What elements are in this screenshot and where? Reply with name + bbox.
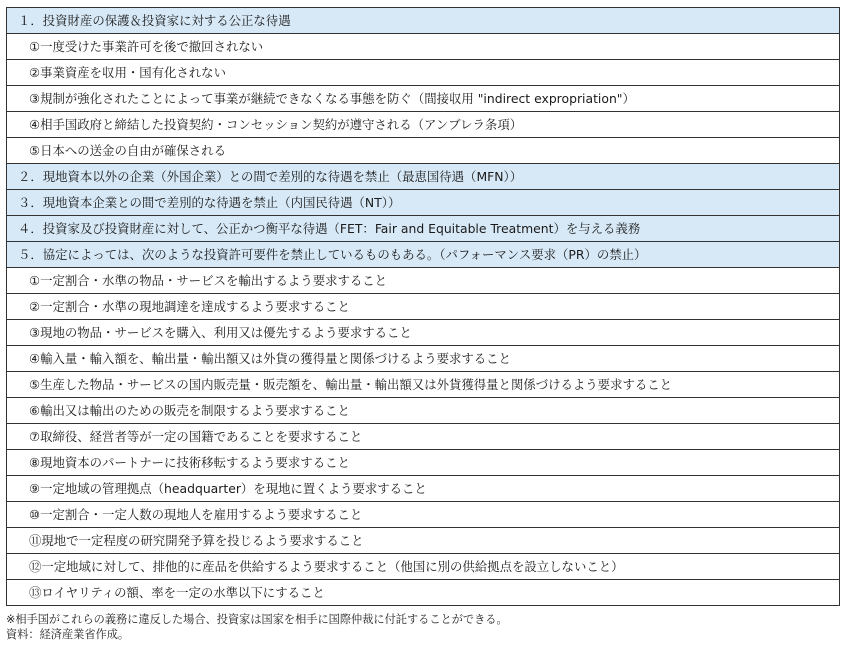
table-row [7, 86, 840, 112]
item-cell: ⑫一定地域に対して、排他的に産品を供給するよう要求すること（他国に別の供給拠点を設立しないこと） [7, 554, 840, 580]
item-cell: ①一度受けた事業許可を後で撤回されない [7, 34, 840, 60]
table-row [7, 268, 840, 294]
table-row [7, 34, 840, 60]
table-body [7, 8, 840, 606]
footnote: ※相手国がこれらの義務に違反した場合、投資家は国家を相手に国際仲裁に付託することができる。 [6, 613, 508, 626]
item-cell: ④輸入量・輸入額を、輸出量・輸出額又は外貨の獲得量と関係づけるよう要求すること [7, 346, 840, 372]
table-row [7, 580, 840, 606]
item-cell: ⑩一定割合・一定人数の現地人を雇用するよう要求すること [7, 502, 840, 528]
table-row [7, 450, 840, 476]
item-cell: ⑦取締役、経営者等が一定の国籍であることを要求すること [7, 424, 840, 450]
item-cell: ③規制が強化されたことによって事業が継続できなくなる事態を防ぐ（間接収用 "indirect expropriation"） [7, 86, 840, 112]
section-header-row [7, 242, 840, 268]
section-header-row [7, 164, 840, 190]
table-row [7, 528, 840, 554]
item-cell: ⑪現地で一定程度の研究開発予算を投じるよう要求すること [7, 528, 840, 554]
table-row [7, 554, 840, 580]
table-row [7, 294, 840, 320]
item-cell: ③現地の物品・サービスを購入、利用又は優先するよう要求すること [7, 320, 840, 346]
table-row [7, 320, 840, 346]
item-cell: ②事業資産を収用・国有化されない [7, 60, 840, 86]
item-cell: ⑬ロイヤリティの額、率を一定の水準以下にすること [7, 580, 840, 606]
section-header-row [7, 190, 840, 216]
item-cell: ⑤日本への送金の自由が確保される [7, 138, 840, 164]
item-cell: ①一定割合・水準の物品・サービスを輸出するよう要求すること [7, 268, 840, 294]
table-row [7, 60, 840, 86]
section-header-row [7, 8, 840, 34]
table-row [7, 138, 840, 164]
item-cell: ④相手国政府と締結した投資契約・コンセッション契約が遵守される（アンブレラ条項） [7, 112, 840, 138]
section-header-cell: ４．投資家及び投資財産に対して、公正かつ衡平な待遇（FET：Fair and Equitable Treatment）を与える義務 [7, 216, 840, 242]
table-row [7, 346, 840, 372]
item-cell: ⑤生産した物品・サービスの国内販売量・販売額を、輸出量・輸出額又は外貨獲得量と関係づけるよう要求すること [7, 372, 840, 398]
item-cell: ②一定割合・水準の現地調達を達成するよう要求すること [7, 294, 840, 320]
section-header-cell: １．投資財産の保護＆投資家に対する公正な待遇 [7, 8, 840, 34]
section-header-row [7, 216, 840, 242]
table-row [7, 398, 840, 424]
section-header-cell: ３．現地資本企業との間で差別的な待遇を禁止（内国民待遇（NT）） [7, 190, 840, 216]
source-note: 資料：経済産業省作成。 [6, 628, 130, 641]
table-row [7, 372, 840, 398]
item-cell: ⑨一定地域の管理拠点（headquarter）を現地に置くよう要求すること [7, 476, 840, 502]
table-row [7, 424, 840, 450]
investment-agreement-table [6, 7, 840, 606]
table-row [7, 502, 840, 528]
section-header-cell: ５．協定によっては、次のような投資許可要件を禁止しているものもある。（パフォーマンス要求（PR）の禁止） [7, 242, 840, 268]
item-cell: ⑧現地資本のパートナーに技術移転するよう要求すること [7, 450, 840, 476]
notes-section [6, 612, 840, 642]
table-row [7, 112, 840, 138]
section-header-cell: ２．現地資本以外の企業（外国企業）との間で差別的な待遇を禁止（最恵国待遇（MFN）） [7, 164, 840, 190]
table-row [7, 476, 840, 502]
item-cell: ⑥輸出又は輸出のための販売を制限するよう要求すること [7, 398, 840, 424]
